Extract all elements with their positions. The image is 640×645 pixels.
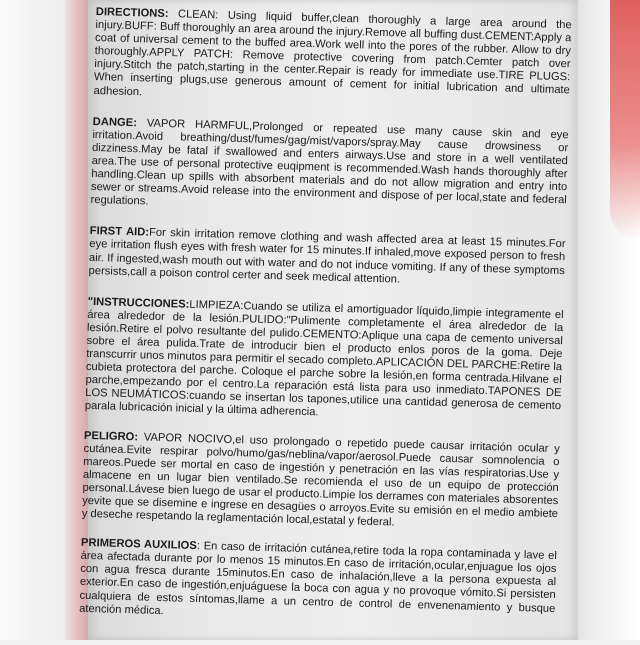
label-text xyxy=(79,6,572,645)
peligro-body: VAPOR NOCIVO,el uso prolongado o repetido puede causar irritación ocular y cutánea.Evite respirar polvo/humo/gas/neblina/vapor/aerosol.Puede causar somnolencia o mareos.Puede ser mortal en caso de ingestión y penetración en las vías respiratorias.Use y almacene en un lugar bien ventilado.Se recomienda el uso de un equipo de protección personal.Lávese bien luego de usar el producto.Limpie los derrames con materiales absorentes yevite que se disemine e ingrese en desagües o arroyos.Evite su emisión en el medio ambiete y deseche respetando la reglamentación local,estatal y federal. xyxy=(81,430,560,529)
directions-title: DIRECTIONS: xyxy=(95,6,169,21)
peligro-section xyxy=(82,429,560,534)
danger-section xyxy=(90,116,568,221)
peligro-title: PELIGRO: xyxy=(83,429,139,443)
primeros-auxilios-body: : En caso de irritación cutánea,retire toda la ropa contaminada y lave el área afectada durante por lo menos 15 minutos.En caso de irritación,ocular,enjuague los ojos con agua fresca durante 15minutos.En caso de inhalación,lleve a la persona expuesta al exterior.En caso de ingestión,enjuáguese la boca con agua y no provoque vómito.Si persisten cualquiera de estos síntomas,llame a un centro de control de envenenamiento y busque atención médica. xyxy=(79,540,557,617)
instrucciones-section xyxy=(85,296,564,427)
primeros-auxilios-title: PRIMEROS AUXILIOS xyxy=(80,536,197,553)
instrucciones-title: "INSTRUCCIONES: xyxy=(87,295,190,311)
danger-title: DANGE: xyxy=(92,115,138,129)
danger-body: VAPOR HARMFUL,Prolonged or repeated use many cause skin and eye irritation.Avoid breathing/dust/fumes/gag/mist/vapors/spray.May cause drowsiness or dizziness.May be fatal if swallowed and enters airways.Use and store in a well ventilated area.The use of personal protective euqipment is recommended.Wash hands thoroughly after handling.Clean up spills with absorbent materials and do not allow migration and entry into sewer or streams.Avoid release into the environment and dispose of per local,state and federal regulations. xyxy=(90,116,569,208)
directions-body: CLEAN: Using liquid buffer,clean thoroughly a large area around the injury.BUFF: Buff thoroughly an area around the injury.Remove all buffing dust.CEMENT:Apply a coat of universal cement to the buffed area.Work well into the pores of the rubber. Allow to dry thoroughly.APPLY PATCH: Remove protective covering from patch.Cemter patch over injury.Stitch the patch,starting in the center.Repair is ready for immediate use.TIRE PLUGS: When inserting plugs,use generous amount of cement for initial lubrication and ultimate adhesion. xyxy=(93,8,572,98)
red-cap-reflection xyxy=(610,0,640,240)
instrucciones-body: LIMPIEZA:Cuando se utiliza el amortiguador líquido,limpie integramente el área alrededor de la lesión.PULIDO:"Pulimente completamente el área alrededor de la lesión.Retire el polvo resultante del pulido.CEMENTO:Aplique una capa de cemento universal sobre el área pulida.Trate de introducir bien el producto enlos poros de la goma. Deje transcurrir unos minutos para permitir el secado completo.APLICACIÓN DEL PARCHE:Retire la cubieta protectora del parche. Coloque el parche sobre la lesión,en forma centrada.Hilvane el parche,empezando por el centro.La reparación está lista para uso inmediato.TAPONES DE LOS NEUMÁTICOS:cuando se insertan los tapones,utilice una cantidad generosa de cemento parala lubricación inicial y la última adherencia. xyxy=(84,298,564,419)
first-aid-title: FIRST AID: xyxy=(89,225,150,239)
directions-section xyxy=(93,6,571,111)
first-aid-section xyxy=(88,225,565,291)
first-aid-body: For skin irritation remove clothing and wash affected area at least 15 minutes.For eye irritation flush eyes with fresh water for 15 minutes.If inhaled,move exposed person to fresh air. If ingested,wash mouth out with water and do not induce vomiting. If any of these symptoms persists,call a poison control certer and seek medical attention. xyxy=(88,226,566,286)
primeros-auxilios-section xyxy=(79,537,557,629)
